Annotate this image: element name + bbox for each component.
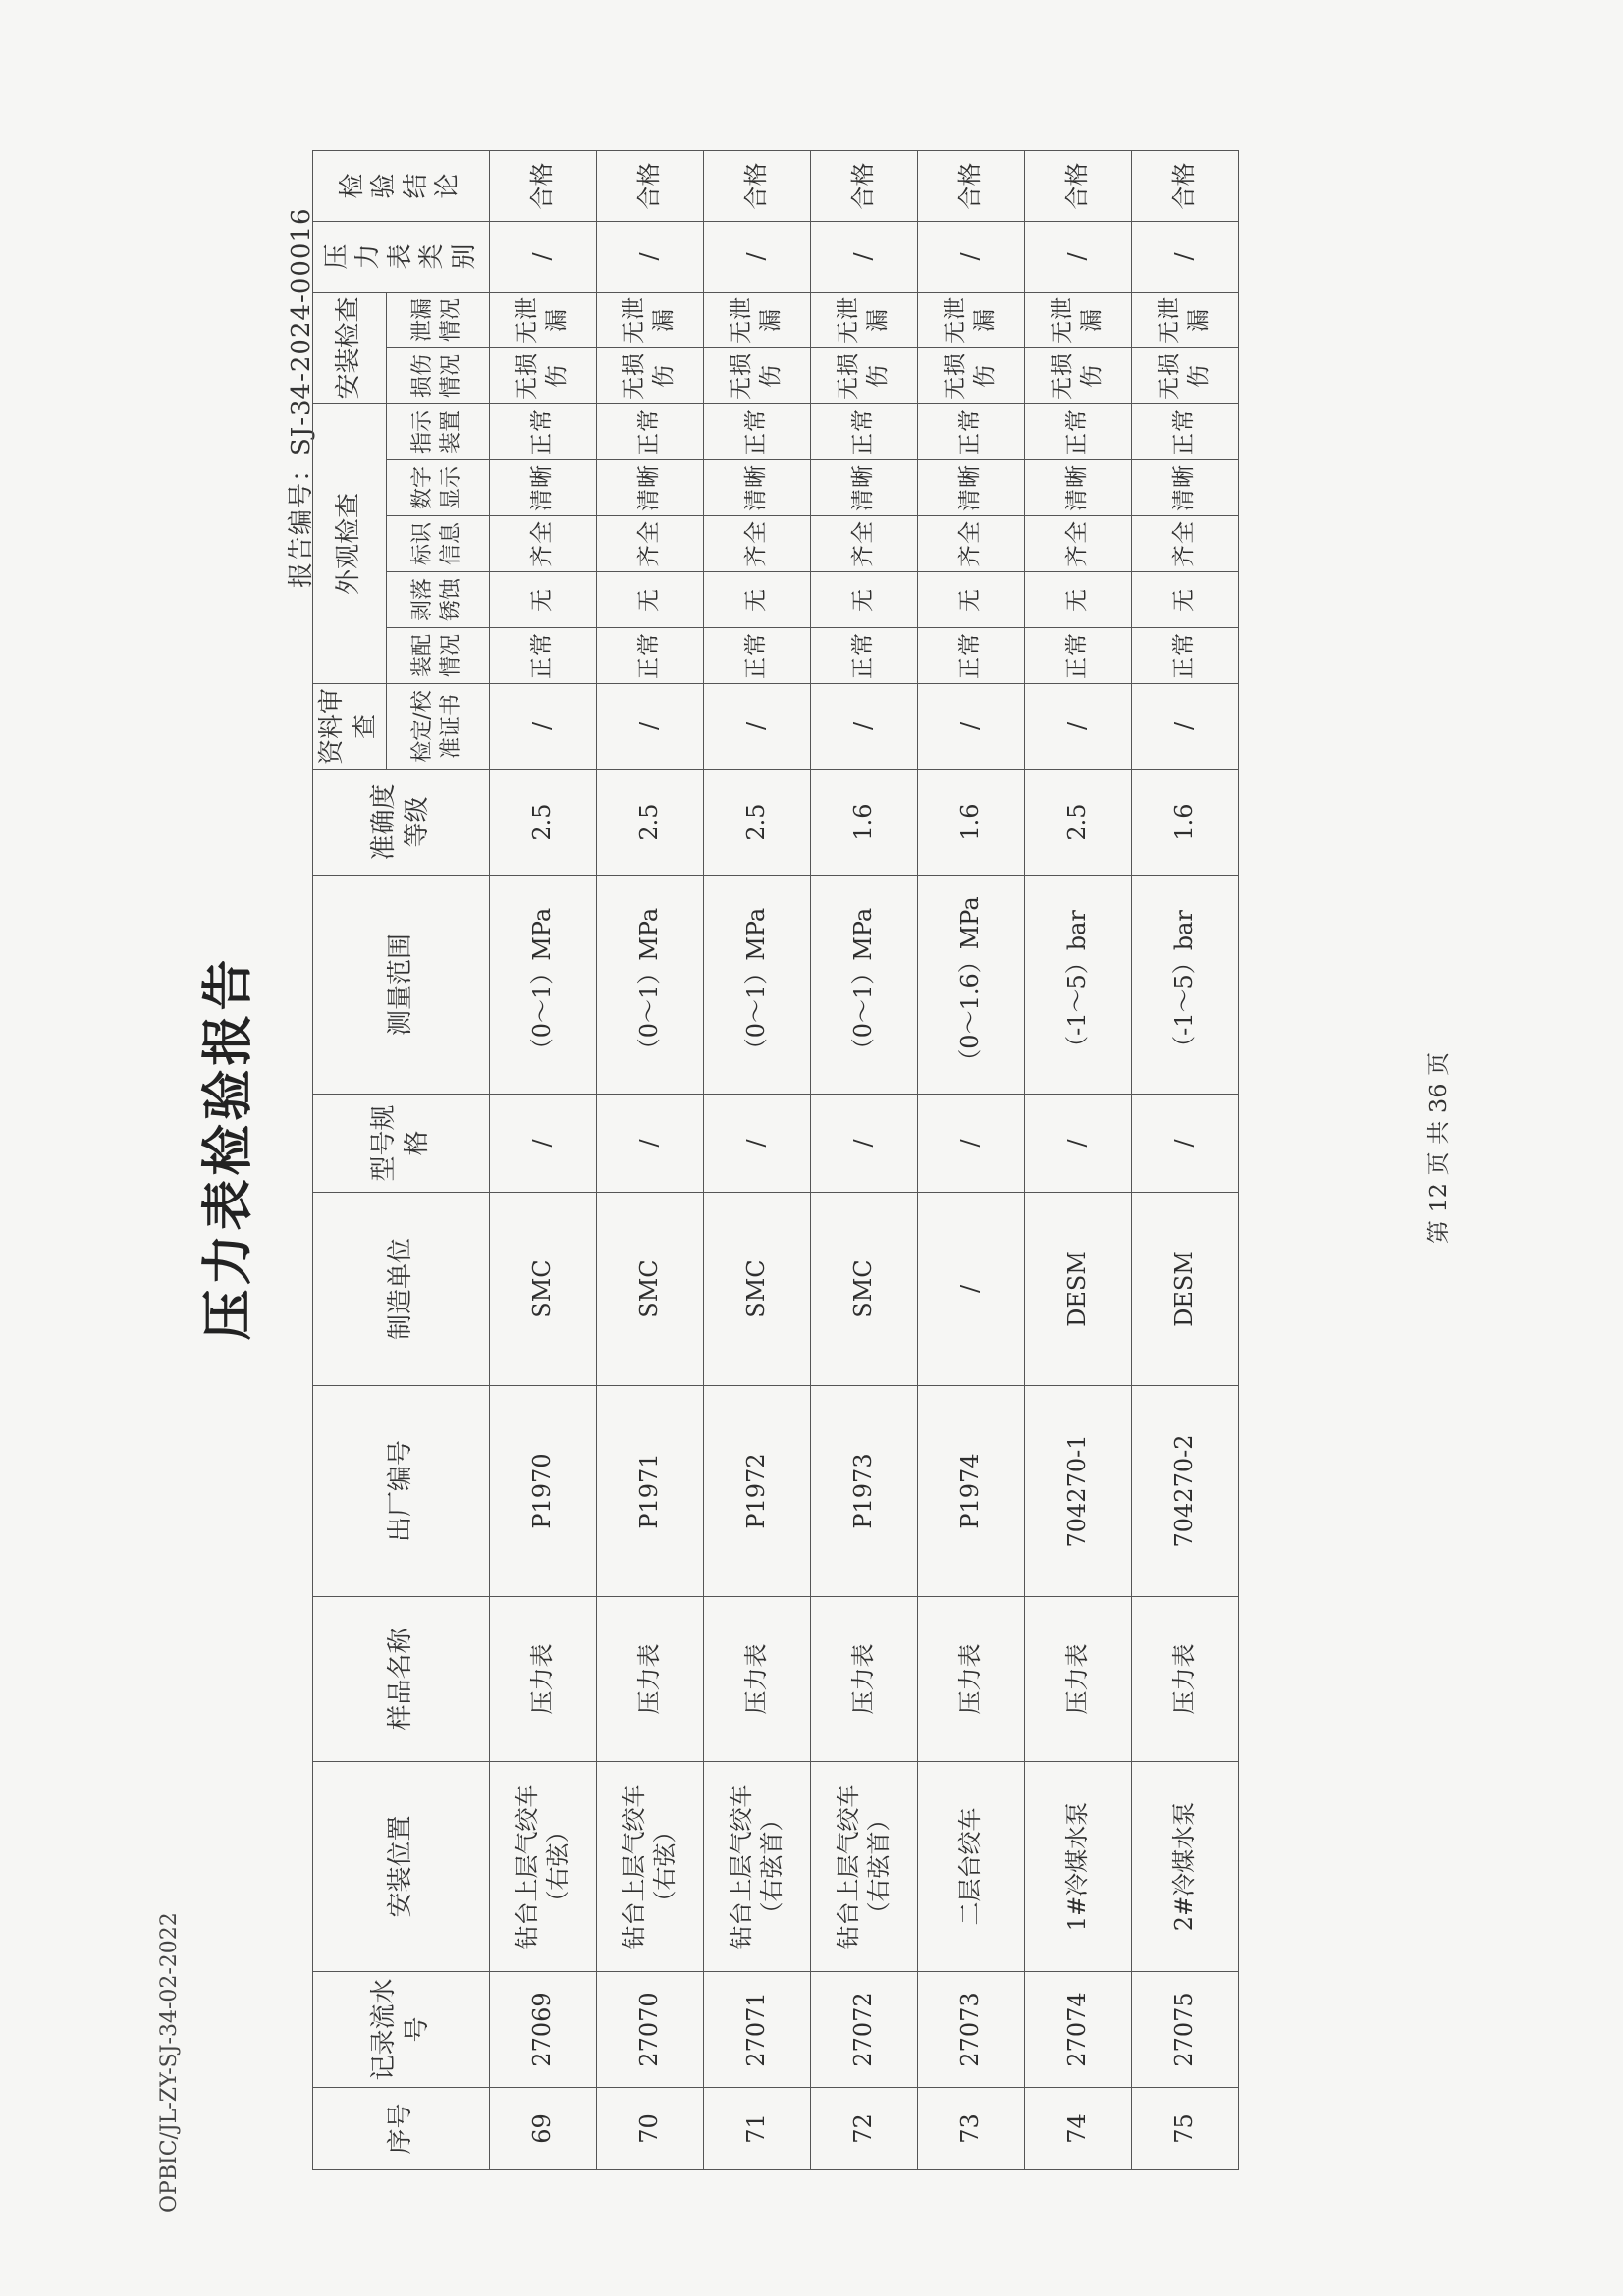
cell-pointer: 正常	[597, 404, 704, 460]
cell-range: （0～1）MPa	[704, 876, 811, 1095]
cell-corrosion: 无	[811, 572, 918, 628]
cell-range: （0～1）MPa	[490, 876, 597, 1095]
cell-conclusion: 合格	[1132, 151, 1239, 222]
header-doc-review: 资料审查	[313, 684, 387, 770]
cell-doc-cert: /	[918, 684, 1025, 770]
cell-seq: 72	[811, 2088, 918, 2170]
cell-sample-name: 压力表	[1025, 1597, 1132, 1762]
cell-range: （0～1）MPa	[597, 876, 704, 1095]
cell-seq: 71	[704, 2088, 811, 2170]
cell-factory-no: P1973	[811, 1386, 918, 1597]
table-row	[1025, 151, 1132, 2170]
cell-gauge-type: /	[597, 222, 704, 293]
cell-corrosion: 无	[597, 572, 704, 628]
cell-accuracy: 1.6	[811, 770, 918, 876]
cell-record-no: 27075	[1132, 1972, 1239, 2088]
cell-seq: 69	[490, 2088, 597, 2170]
cell-leakage: 无泄漏	[490, 293, 597, 348]
cell-assembly: 正常	[1132, 628, 1239, 684]
header-record-no: 记录流水号	[313, 1972, 490, 2088]
cell-location: 2#冷煤水泵	[1132, 1762, 1239, 1972]
table-row	[597, 151, 704, 2170]
cell-damage: 无损伤	[704, 348, 811, 404]
cell-seq: 70	[597, 2088, 704, 2170]
cell-seq: 74	[1025, 2088, 1132, 2170]
cell-gauge-type: /	[1025, 222, 1132, 293]
header-corrosion: 剥落锈蚀	[387, 572, 490, 628]
header-appearance: 外观检查	[313, 404, 387, 684]
cell-location: 钻台上层气绞车（右弦）	[490, 1762, 597, 1972]
cell-gauge-type: /	[490, 222, 597, 293]
cell-marking: 齐全	[597, 516, 704, 572]
header-manufacturer: 制造单位	[313, 1193, 490, 1386]
cell-digits: 清晰	[811, 460, 918, 516]
header-location: 安装位置	[313, 1762, 490, 1972]
cell-assembly: 正常	[704, 628, 811, 684]
cell-gauge-type: /	[811, 222, 918, 293]
cell-damage: 无损伤	[811, 348, 918, 404]
header-installation: 安装检查	[313, 293, 387, 404]
cell-range: （0～1）MPa	[811, 876, 918, 1095]
cell-damage: 无损伤	[918, 348, 1025, 404]
cell-marking: 齐全	[490, 516, 597, 572]
cell-digits: 清晰	[490, 460, 597, 516]
cell-doc-cert: /	[704, 684, 811, 770]
header-model: 型号规格	[313, 1095, 490, 1193]
report-number: 报告编号：SJ-34-2024-00016	[287, 207, 316, 588]
cell-digits: 清晰	[1132, 460, 1239, 516]
cell-location: 钻台上层气绞车（右弦）	[597, 1762, 704, 1972]
cell-location: 二层台绞车	[918, 1762, 1025, 1972]
cell-model: /	[597, 1095, 704, 1193]
cell-corrosion: 无	[1132, 572, 1239, 628]
cell-gauge-type: /	[918, 222, 1025, 293]
cell-record-no: 27071	[704, 1972, 811, 2088]
cell-assembly: 正常	[597, 628, 704, 684]
cell-sample-name: 压力表	[597, 1597, 704, 1762]
table-row	[704, 151, 811, 2170]
cell-seq: 73	[918, 2088, 1025, 2170]
cell-conclusion: 合格	[1025, 151, 1132, 222]
cell-accuracy: 1.6	[1132, 770, 1239, 876]
cell-location: 1#冷煤水泵	[1025, 1762, 1132, 1972]
cell-marking: 齐全	[704, 516, 811, 572]
cell-model: /	[1132, 1095, 1239, 1193]
cell-sample-name: 压力表	[918, 1597, 1025, 1762]
cell-accuracy: 2.5	[490, 770, 597, 876]
cell-damage: 无损伤	[490, 348, 597, 404]
cell-pointer: 正常	[1132, 404, 1239, 460]
cell-doc-cert: /	[1025, 684, 1132, 770]
cell-conclusion: 合格	[704, 151, 811, 222]
cell-manufacturer: SMC	[597, 1193, 704, 1386]
form-code: OPBIC/JL-ZY-SJ-34-02-2022	[157, 1912, 182, 2213]
cell-sample-name: 压力表	[490, 1597, 597, 1762]
page-number: 第 12 页 共 36 页	[1425, 1051, 1452, 1245]
header-marking: 标识信息	[387, 516, 490, 572]
cell-conclusion: 合格	[597, 151, 704, 222]
cell-leakage: 无泄漏	[811, 293, 918, 348]
cell-factory-no: 704270-1	[1025, 1386, 1132, 1597]
cell-conclusion: 合格	[490, 151, 597, 222]
cell-accuracy: 1.6	[918, 770, 1025, 876]
cell-manufacturer: SMC	[811, 1193, 918, 1386]
cell-seq: 75	[1132, 2088, 1239, 2170]
cell-doc-cert: /	[490, 684, 597, 770]
cell-record-no: 27072	[811, 1972, 918, 2088]
header-accuracy: 准确度等级	[313, 770, 490, 876]
cell-digits: 清晰	[597, 460, 704, 516]
cell-marking: 齐全	[1025, 516, 1132, 572]
cell-pointer: 正常	[1025, 404, 1132, 460]
cell-digits: 清晰	[918, 460, 1025, 516]
header-pointer: 指示装置	[387, 404, 490, 460]
cell-leakage: 无泄漏	[597, 293, 704, 348]
cell-sample-name: 压力表	[811, 1597, 918, 1762]
inspection-table	[312, 150, 1239, 2170]
cell-model: /	[1025, 1095, 1132, 1193]
cell-manufacturer: DESM	[1132, 1193, 1239, 1386]
cell-conclusion: 合格	[811, 151, 918, 222]
header-range: 测量范围	[313, 876, 490, 1095]
cell-pointer: 正常	[490, 404, 597, 460]
header-damage: 损伤情况	[387, 348, 490, 404]
cell-assembly: 正常	[811, 628, 918, 684]
cell-record-no: 27069	[490, 1972, 597, 2088]
cell-doc-cert: /	[811, 684, 918, 770]
cell-record-no: 27070	[597, 1972, 704, 2088]
header-assembly: 装配情况	[387, 628, 490, 684]
cell-accuracy: 2.5	[1025, 770, 1132, 876]
table-row	[811, 151, 918, 2170]
header-digits: 数字显示	[387, 460, 490, 516]
header-doc-cert: 检定/校准证书	[387, 684, 490, 770]
cell-factory-no: P1971	[597, 1386, 704, 1597]
cell-doc-cert: /	[597, 684, 704, 770]
cell-model: /	[918, 1095, 1025, 1193]
cell-conclusion: 合格	[918, 151, 1025, 222]
cell-accuracy: 2.5	[704, 770, 811, 876]
cell-corrosion: 无	[490, 572, 597, 628]
cell-pointer: 正常	[811, 404, 918, 460]
cell-model: /	[704, 1095, 811, 1193]
cell-assembly: 正常	[918, 628, 1025, 684]
cell-digits: 清晰	[704, 460, 811, 516]
cell-range: （-1～5）bar	[1132, 876, 1239, 1095]
cell-assembly: 正常	[1025, 628, 1132, 684]
header-conclusion: 检验结论	[313, 151, 490, 222]
cell-record-no: 27074	[1025, 1972, 1132, 2088]
cell-sample-name: 压力表	[1132, 1597, 1239, 1762]
cell-model: /	[811, 1095, 918, 1193]
cell-damage: 无损伤	[597, 348, 704, 404]
cell-manufacturer: SMC	[704, 1193, 811, 1386]
cell-assembly: 正常	[490, 628, 597, 684]
cell-gauge-type: /	[1132, 222, 1239, 293]
cell-manufacturer: SMC	[490, 1193, 597, 1386]
cell-damage: 无损伤	[1132, 348, 1239, 404]
header-gauge-type: 压力表类别	[313, 222, 490, 293]
cell-corrosion: 无	[918, 572, 1025, 628]
cell-location: 钻台上层气绞车（右弦首）	[704, 1762, 811, 1972]
cell-range: （-1～5）bar	[1025, 876, 1132, 1095]
cell-corrosion: 无	[1025, 572, 1132, 628]
cell-range: （0～1.6）MPa	[918, 876, 1025, 1095]
cell-corrosion: 无	[704, 572, 811, 628]
cell-manufacturer: DESM	[1025, 1193, 1132, 1386]
cell-leakage: 无泄漏	[918, 293, 1025, 348]
cell-doc-cert: /	[1132, 684, 1239, 770]
header-leakage: 泄漏情况	[387, 293, 490, 348]
cell-leakage: 无泄漏	[704, 293, 811, 348]
header-seq: 序号	[313, 2088, 490, 2170]
cell-factory-no: 704270-2	[1132, 1386, 1239, 1597]
table-row	[1132, 151, 1239, 2170]
cell-leakage: 无泄漏	[1025, 293, 1132, 348]
cell-pointer: 正常	[704, 404, 811, 460]
cell-model: /	[490, 1095, 597, 1193]
table-row	[918, 151, 1025, 2170]
cell-leakage: 无泄漏	[1132, 293, 1239, 348]
cell-damage: 无损伤	[1025, 348, 1132, 404]
cell-marking: 齐全	[918, 516, 1025, 572]
table-row	[490, 151, 597, 2170]
cell-factory-no: P1972	[704, 1386, 811, 1597]
cell-gauge-type: /	[704, 222, 811, 293]
cell-location: 钻台上层气绞车（右弦首）	[811, 1762, 918, 1972]
cell-accuracy: 2.5	[597, 770, 704, 876]
cell-factory-no: P1970	[490, 1386, 597, 1597]
cell-sample-name: 压力表	[704, 1597, 811, 1762]
header-sample-name: 样品名称	[313, 1597, 490, 1762]
cell-digits: 清晰	[1025, 460, 1132, 516]
cell-marking: 齐全	[811, 516, 918, 572]
cell-marking: 齐全	[1132, 516, 1239, 572]
page-title: 压力表检验报告	[199, 955, 258, 1341]
cell-factory-no: P1974	[918, 1386, 1025, 1597]
cell-manufacturer: /	[918, 1193, 1025, 1386]
header-factory-no: 出厂编号	[313, 1386, 490, 1597]
cell-pointer: 正常	[918, 404, 1025, 460]
cell-record-no: 27073	[918, 1972, 1025, 2088]
